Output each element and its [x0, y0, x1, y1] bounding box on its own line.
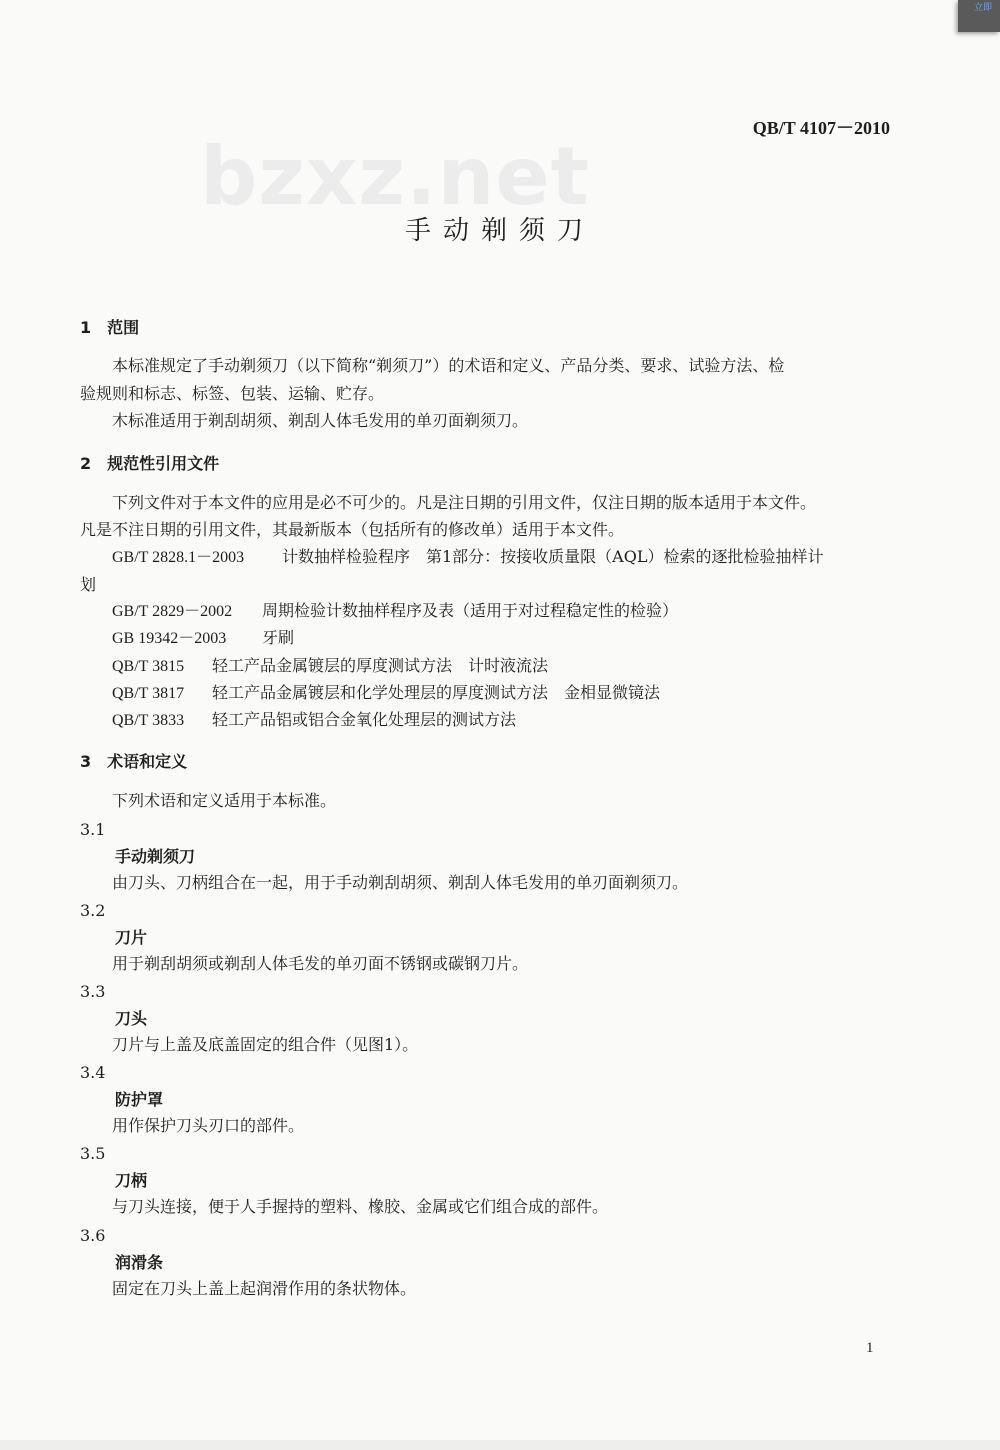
term-definition: 用于剃刮胡须或剃刮人体毛发的单刃面不锈钢或碳钢刀片。 [112, 954, 529, 973]
reference-continuation: 划 [80, 575, 97, 594]
term-definition: 刀片与上盖及底盖固定的组合件（见图1）。 [112, 1035, 419, 1054]
term-name: 刀柄 [115, 1171, 148, 1190]
reference-title: 计数抽样检验程序 第1部分：按接收质量限（AQL）检索的逐批检验抽样计 [282, 547, 824, 566]
paragraph: 木标准适用于剃刮胡须、剃刮人体毛发用的单刃面剃须刀。 [112, 411, 529, 430]
term-name: 防护罩 [115, 1090, 164, 1109]
reference-item [112, 601, 678, 622]
term-number: 3.4 [80, 1063, 106, 1082]
term-number: 3.1 [80, 820, 106, 839]
section-heading-scope: 1 范围 [80, 318, 140, 337]
term-number: 3.5 [80, 1144, 106, 1163]
watermark: bzxz.net [200, 130, 590, 223]
term-definition: 由刀头、刀柄组合在一起，用于手动剃刮胡须、剃刮人体毛发用的单刃面剃须刀。 [112, 873, 689, 892]
page-bottom-edge [0, 1440, 1000, 1450]
reference-item [112, 547, 823, 568]
section-heading-terms: 3 术语和定义 [80, 752, 188, 771]
corner-tab-label: 立即 [974, 3, 993, 13]
term-number: 3.6 [80, 1226, 106, 1245]
term-name: 刀片 [115, 928, 148, 947]
term-definition: 固定在刀头上盖上起润滑作用的条状物体。 [112, 1279, 417, 1298]
reference-code: GB 19342－2003 [112, 630, 227, 647]
reference-item [112, 656, 548, 677]
term-definition: 与刀头连接，便于人手握持的塑料、橡胶、金属或它们组合成的部件。 [112, 1197, 609, 1216]
term-number: 3.2 [80, 901, 106, 920]
paragraph: 本标准规定了手动剃须刀（以下简称“剃须刀”）的术语和定义、产品分类、要求、试验方法、检 [112, 356, 785, 375]
term-name: 刀头 [115, 1009, 148, 1028]
corner-tab[interactable] [958, 0, 1000, 32]
reference-item [112, 628, 294, 649]
paragraph: 下列文件对于本文件的应用是必不可少的。凡是注日期的引用文件，仅注日期的版本适用于本文件。 [112, 493, 817, 512]
reference-item [112, 683, 660, 704]
paragraph: 下列术语和定义适用于本标准。 [112, 791, 337, 810]
reference-code: GB/T 2828.1－2003 [112, 549, 245, 566]
page-number: 1 [866, 1340, 874, 1356]
page-title: 手动剃须刀 [404, 216, 595, 246]
reference-title: 牙刷 [262, 628, 295, 647]
section-heading-references: 2 规范性引用文件 [80, 454, 220, 473]
reference-code: GB/T 2829－2002 [112, 603, 233, 620]
term-definition: 用作保护刀头刃口的部件。 [112, 1116, 305, 1135]
paragraph-continuation: 凡是不注日期的引用文件，其最新版本（包括所有的修改单）适用于本文件。 [80, 520, 625, 539]
reference-code: QB/T 3815 [112, 658, 185, 675]
reference-item [112, 710, 516, 731]
term-number: 3.3 [80, 982, 106, 1001]
reference-title: 轻工产品铝或铝合金氧化处理层的测试方法 [212, 710, 517, 729]
paragraph-continuation: 验规则和标志、标签、包装、运输、贮存。 [80, 384, 385, 403]
term-name: 润滑条 [115, 1253, 164, 1272]
standard-code: QB/T 4107－2010 [752, 118, 890, 138]
reference-title: 轻工产品金属镀层和化学处理层的厚度测试方法 金相显微镜法 [212, 683, 661, 702]
reference-code: QB/T 3833 [112, 712, 185, 729]
reference-title: 周期检验计数抽样程序及表（适用于对过程稳定性的检验） [262, 601, 679, 620]
term-name: 手动剃须刀 [115, 847, 196, 866]
reference-code: QB/T 3817 [112, 685, 185, 702]
reference-title: 轻工产品金属镀层的厚度测试方法 计时液流法 [212, 656, 549, 675]
